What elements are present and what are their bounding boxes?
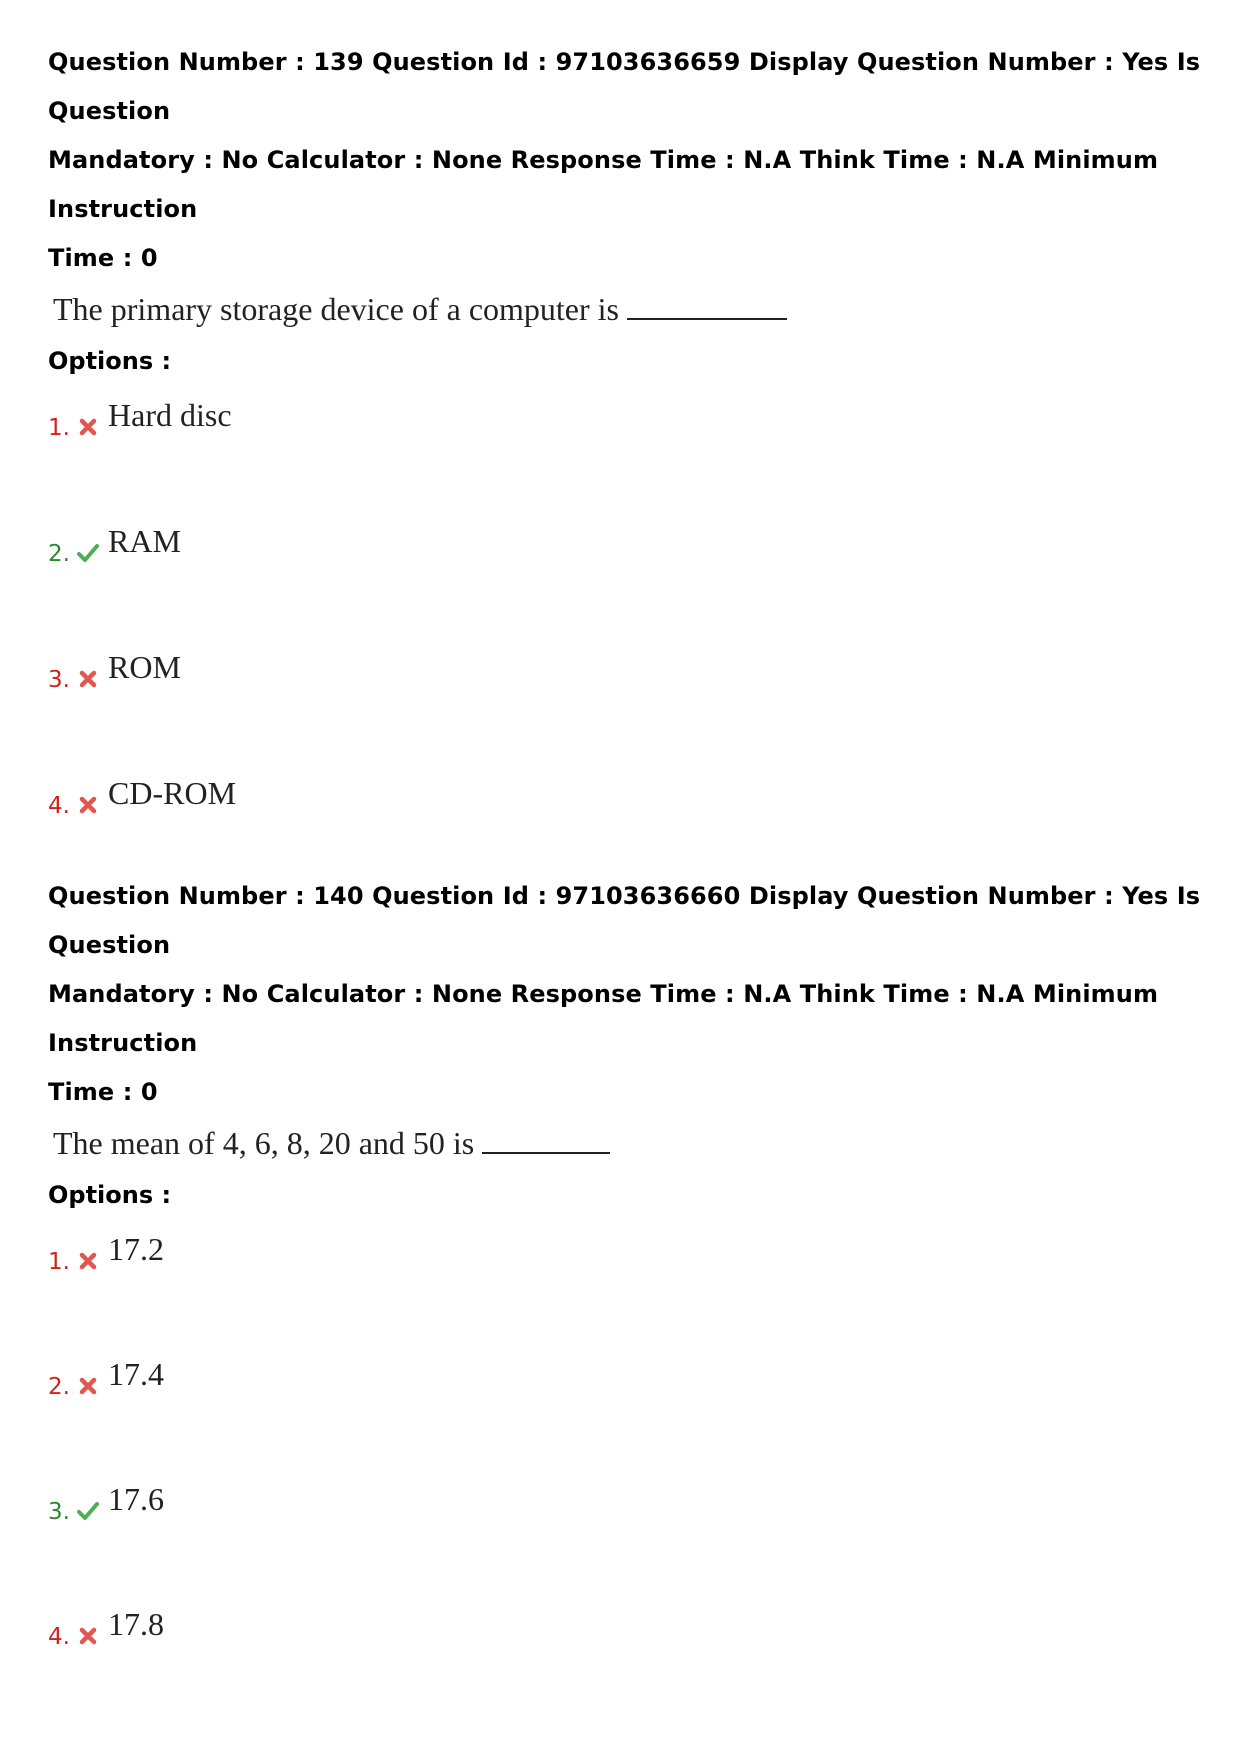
answer-blank [482,1124,610,1154]
option-text: 17.2 [108,1231,164,1267]
option-text: Hard disc [108,397,232,433]
option-number: 3. [48,667,70,693]
question-stem [48,283,1208,341]
option-item [48,1229,1208,1354]
option-number: 2. [48,1374,70,1400]
option-item [48,1604,1208,1729]
question-meta-line: Question Number : 139 Question Id : 97103636659 Display Question Number : Yes Is Question [48,48,1201,125]
option-item [48,395,1208,521]
cross-icon [76,1624,100,1648]
options-label: Options : [48,1181,172,1209]
question-meta-line: Time : 0 [48,1078,158,1106]
option-number: 1. [48,1249,70,1275]
option-item [48,521,1208,647]
question-meta-line: Mandatory : No Calculator : None Response Time : N.A Think Time : N.A Minimum Instruction [48,980,1159,1057]
check-icon [76,1499,100,1523]
question-block-140 [48,872,1208,1729]
cross-icon [76,667,100,691]
question-stem [48,1117,1208,1175]
option-number: 2. [48,541,70,567]
option-text: CD-ROM [108,775,237,811]
option-item [48,647,1208,773]
question-stem-text: The mean of 4, 6, 8, 20 and 50 is [53,1125,475,1161]
option-text: ROM [108,649,181,685]
option-number: 1. [48,415,70,441]
option-number: 4. [48,793,70,819]
cross-icon [76,415,100,439]
option-number: 4. [48,1624,70,1650]
option-item [48,1479,1208,1604]
cross-icon [76,1374,100,1398]
option-text: 17.4 [108,1356,164,1392]
check-icon [76,541,100,565]
answer-blank [627,290,787,320]
option-text: 17.8 [108,1606,164,1642]
option-item [48,1354,1208,1479]
option-text: 17.6 [108,1481,164,1517]
question-block-139 [48,38,1208,899]
cross-icon [76,793,100,817]
question-meta-line: Mandatory : No Calculator : None Response Time : N.A Think Time : N.A Minimum Instruction [48,146,1159,223]
question-stem-text: The primary storage device of a computer is [53,291,619,327]
option-number: 3. [48,1499,70,1525]
options-label: Options : [48,347,172,375]
question-meta-line: Question Number : 140 Question Id : 97103636660 Display Question Number : Yes Is Question [48,882,1201,959]
option-text: RAM [108,523,181,559]
question-meta-line: Time : 0 [48,244,158,272]
cross-icon [76,1249,100,1273]
